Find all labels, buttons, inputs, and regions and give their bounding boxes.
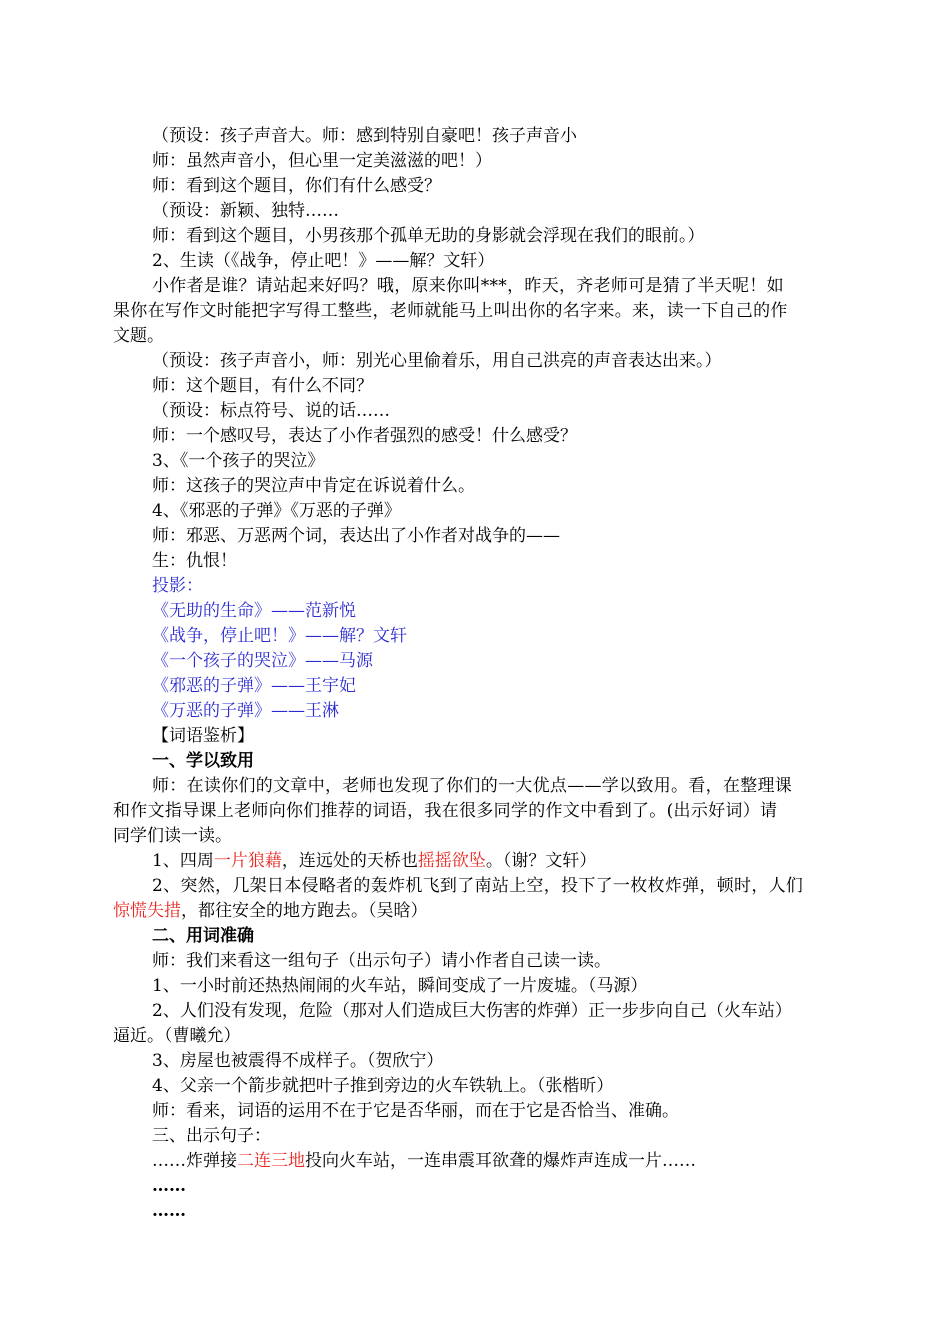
section-title: 二、用词准确 xyxy=(152,926,254,946)
text-line: 和作文指导课上老师向你们推荐的词语，我在很多同学的作文中看到了。(出示好词）请 xyxy=(113,801,778,821)
text-line: 4、父亲一个箭步就把叶子推到旁边的火车铁轨上。（张楷昕） xyxy=(152,1076,614,1096)
projection-item: 《无助的生命》——范新悦 xyxy=(152,601,356,621)
highlighted-word: 惊慌失措 xyxy=(113,901,181,921)
section-title: 一、学以致用 xyxy=(152,751,254,771)
text-line: 4、《邪恶的子弹》《万恶的子弹》 xyxy=(152,501,401,521)
example-sentence xyxy=(152,849,596,874)
highlighted-word: 二连三地 xyxy=(237,1151,305,1171)
text-line: 2、生读（《战争，停止吧！》——解？文轩） xyxy=(152,251,495,271)
example-sentence xyxy=(113,899,428,924)
example-text: 投向火车站，一连串震耳欲聋的爆炸声连成一片…… xyxy=(305,1151,696,1171)
ellipsis-line: …… xyxy=(152,1201,186,1221)
example-text: 1、四周 xyxy=(152,851,214,871)
projection-item: 《万恶的子弹》——王淋 xyxy=(152,701,339,721)
example-sentence xyxy=(152,1149,696,1174)
text-line: 师：邪恶、万恶两个词，表达出了小作者对战争的—— xyxy=(152,526,560,546)
example-text: ……炸弹接 xyxy=(152,1151,237,1171)
text-line: 师：一个感叹号，表达了小作者强烈的感受！什么感受？ xyxy=(152,426,577,446)
analysis-heading: 【词语鉴析】 xyxy=(152,726,254,746)
projection-item: 《邪恶的子弹》——王宇妃 xyxy=(152,676,356,696)
text-line: 师：虽然声音小，但心里一定美滋滋的吧！） xyxy=(152,151,492,171)
projection-heading: 投影： xyxy=(152,576,203,596)
example-text: ，连远处的天桥也 xyxy=(281,851,418,871)
text-line: 果你在写作文时能把字写得工整些，老师就能马上叫出你的名字来。来，读一下自己的作 xyxy=(113,301,788,321)
example-text: 。（谢？文轩） xyxy=(485,851,597,871)
text-line: 生：仇恨！ xyxy=(152,551,237,571)
text-line: 师：在读你们的文章中，老师也发现了你们的一大优点——学以致用。看，在整理课 xyxy=(152,776,793,796)
text-line: 师：看到这个题目，你们有什么感受？ xyxy=(152,176,441,196)
projection-item: 《一个孩子的哭泣》——马源 xyxy=(152,651,373,671)
text-line: 1、一小时前还热热闹闹的火车站，瞬间变成了一片废墟。（马源） xyxy=(152,976,648,996)
text-line: 师：这孩子的哭泣声中肯定在诉说着什么。 xyxy=(152,476,475,496)
text-line: 3、房屋也被震得不成样子。（贺欣宁） xyxy=(152,1051,444,1071)
text-line: 文题。 xyxy=(113,326,164,346)
ellipsis-line: …… xyxy=(152,1176,186,1196)
text-line: （预设：孩子声音小，师：别光心里偷着乐，用自己洪亮的声音表达出来。） xyxy=(152,351,722,371)
highlighted-word: 摇摇欲坠 xyxy=(417,851,486,871)
text-line: 逼近。（曹曦允） xyxy=(113,1026,241,1046)
text-line: 3、《一个孩子的哭泣》 xyxy=(152,451,325,471)
text-line: 同学们读一读。 xyxy=(113,826,232,846)
text-line: 师：看来，词语的运用不在于它是否华丽，而在于它是否恰当、准确。 xyxy=(152,1101,679,1121)
text-line: 2、突然，几架日本侵略者的轰炸机飞到了南站上空，投下了一枚枚炸弹，顿时，人们 xyxy=(152,876,804,896)
example-text: ，都往安全的地方跑去。（吴晗） xyxy=(181,901,428,921)
highlighted-word: 一片狼藉 xyxy=(213,851,282,871)
text-line: 2、人们没有发现，危险（那对人们造成巨大伤害的炸弹）正一步步向自己（火车站） xyxy=(152,1001,792,1021)
text-line: 师：看到这个题目，小男孩那个孤单无助的身影就会浮现在我们的眼前。） xyxy=(152,226,705,246)
projection-item: 《战争，停止吧！》——解？文轩 xyxy=(152,626,407,646)
section-title: 三、出示句子： xyxy=(152,1126,271,1146)
text-line: 小作者是谁？请站起来好吗？哦，原来你叫***，昨天，齐老师可是猜了半天呢！如 xyxy=(152,276,784,296)
text-line: 师：这个题目，有什么不同？ xyxy=(152,376,373,396)
text-line: 师：我们来看这一组句子（出示句子）请小作者自己读一读。 xyxy=(152,951,611,971)
text-line: （预设：新颖、独特…… xyxy=(152,201,339,221)
text-line: （预设：标点符号、说的话…… xyxy=(152,401,390,421)
text-line: （预设：孩子声音大。师：感到特别自豪吧！孩子声音小 xyxy=(152,126,577,146)
